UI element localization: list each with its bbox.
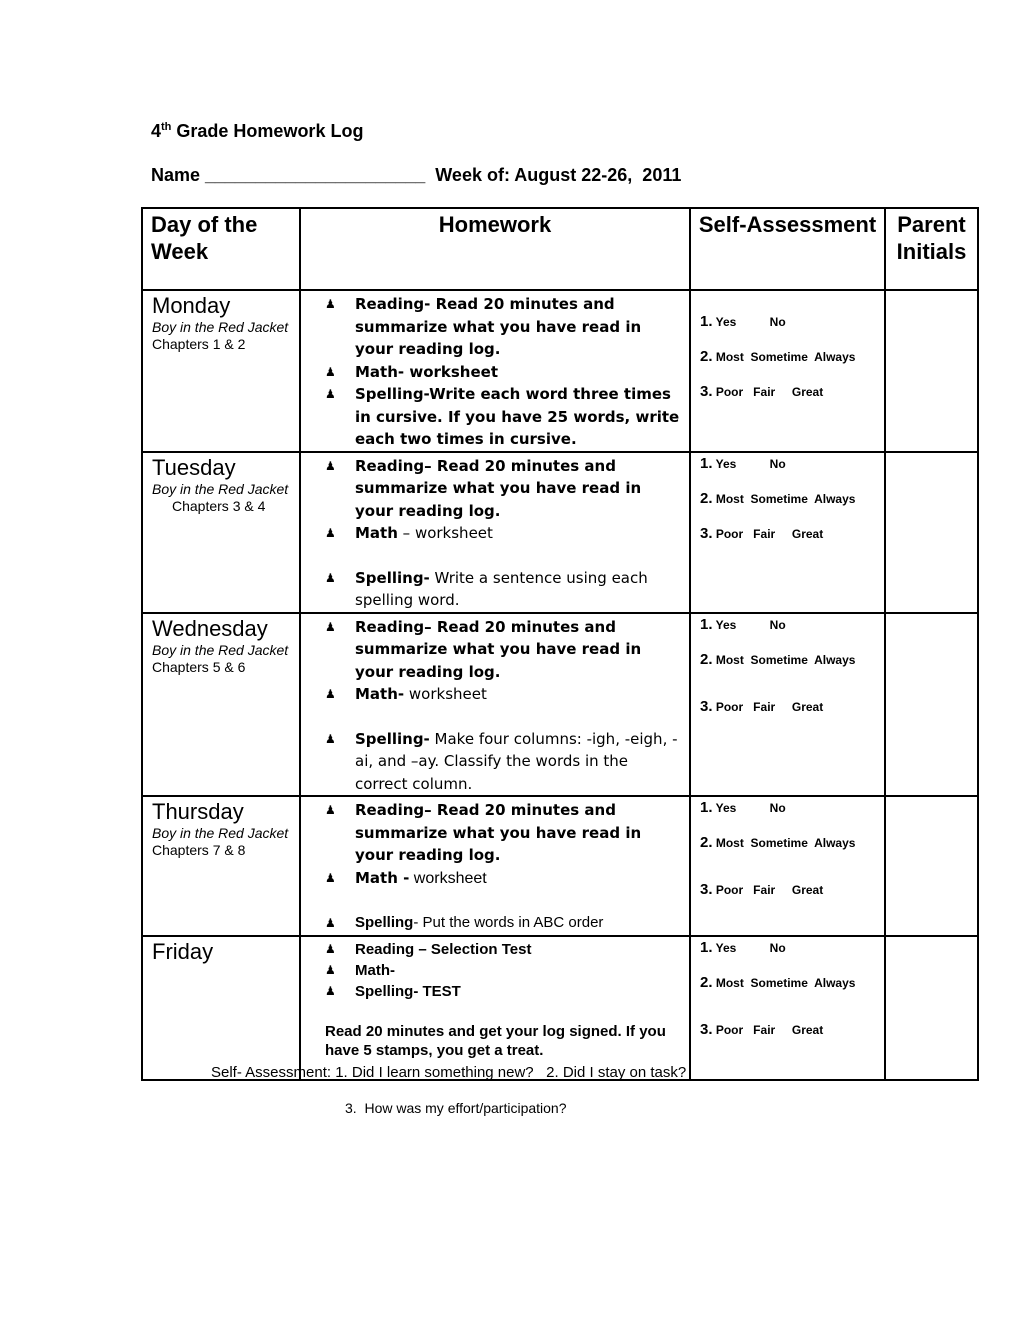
bullet-icon: ♟ (325, 941, 336, 956)
sa-line-1: 1. Yes No (700, 799, 786, 816)
chapters: Chapters 3 & 4 (172, 497, 266, 514)
name-week-line: Name ______________________ Week of: August 22-26, 2011 (151, 165, 682, 185)
parent-initials-cell[interactable] (885, 796, 978, 936)
sa-line-3: 3. Poor Fair Great (700, 383, 824, 400)
homework-cell (300, 290, 690, 452)
day-name: Thursday (152, 799, 244, 824)
sa-line-2: 2. Most Sometime Always (700, 348, 856, 365)
list-item: ♟ Math - worksheet (355, 867, 683, 891)
sa-line-1: 1. Yes No (700, 938, 786, 956)
day-cell (142, 452, 300, 613)
table-row (142, 613, 978, 797)
book-title: Boy in the Red Jacket (152, 825, 289, 841)
bullet-icon: ♟ (325, 962, 336, 977)
day-name: Wednesday (152, 615, 268, 641)
homework-cell (300, 796, 690, 936)
sa-line-2: 2. Most Sometime Always (700, 650, 856, 668)
homework-cell (300, 613, 690, 797)
footer-line-1: Self- Assessment: 1. Did I learn something new? 2. Did I stay on task? (211, 1064, 687, 1081)
sa-line-3: 3. Poor Fair Great (700, 881, 824, 898)
parent-initials-cell[interactable] (885, 290, 978, 452)
list-item: ♟ Spelling- Write a sentence using each spelling word. (325, 568, 648, 609)
chapters: Chapters 5 & 6 (152, 658, 246, 675)
header-homework: Homework (300, 208, 690, 290)
day-name: Friday (152, 938, 214, 964)
header-self-assessment: Self-Assessment (690, 208, 885, 290)
homework-cell (300, 452, 690, 613)
homework-cell (300, 936, 690, 1080)
parent-initials-cell[interactable] (885, 936, 978, 1080)
self-assessment-cell (690, 290, 885, 452)
day-name: Monday (152, 293, 231, 318)
homework-log-table (141, 207, 979, 1081)
bullet-icon: ♟ (325, 297, 336, 311)
list-item: ♟ Math- worksheet (355, 361, 683, 384)
bullet-icon: ♟ (325, 458, 336, 473)
self-assessment-cell (690, 936, 885, 1080)
parent-initials-cell[interactable] (885, 452, 978, 613)
bullet-icon: ♟ (325, 731, 336, 746)
bullet-icon: ♟ (325, 803, 336, 817)
sa-line-3: 3. Poor Fair Great (700, 524, 824, 542)
list-item: ♟ Math- (325, 961, 395, 979)
sa-line-3: 3. Poor Fair Great (700, 697, 824, 715)
chapters: Chapters 1 & 2 (152, 336, 246, 352)
bullet-icon: ♟ (325, 364, 336, 379)
sa-line-1: 1. Yes No (700, 454, 786, 472)
list-item: ♟ Spelling- Put the words in ABC order (355, 912, 683, 935)
page-title: 4th Grade Homework Log (151, 121, 364, 141)
bullet-icon: ♟ (325, 983, 336, 998)
sa-line-2: 2. Most Sometime Always (700, 973, 856, 991)
day-cell (142, 796, 300, 936)
list-item: ♟ Math- worksheet (355, 683, 683, 706)
table-row (142, 796, 978, 936)
header-day: Day of the Week (142, 208, 300, 290)
sa-line-2: 2. Most Sometime Always (700, 834, 856, 851)
list-item: ♟ Reading – Selection Test (325, 940, 532, 958)
day-cell (142, 290, 300, 452)
day-name: Tuesday (152, 454, 236, 480)
list-item: ♟ Reading- Read 20 minutes and summarize what you have read in your reading log. (325, 295, 642, 358)
parent-initials-cell[interactable] (885, 613, 978, 797)
bullet-icon: ♟ (325, 619, 336, 634)
list-item: ♟ Spelling-Write each word three times in cursive. If you have 25 words, write each two times in cursive. (325, 385, 680, 448)
friday-note: Read 20 minutes and get your log signed. If you have 5 stamps, you get a treat. (325, 1022, 666, 1059)
self-assessment-cell (690, 796, 885, 936)
list-item: ♟ Math – worksheet (355, 522, 683, 545)
list-item: ♟ Reading– Read 20 minutes and summarize what you have read in your reading log. (325, 456, 642, 520)
table-row (142, 936, 978, 1080)
footer-line-2: 3. How was my effort/participation? (345, 1100, 567, 1116)
book-title: Boy in the Red Jacket (152, 480, 289, 497)
header-parent-initials: Parent Initials (885, 208, 978, 290)
self-assessment-cell (690, 613, 885, 797)
bullet-icon: ♟ (325, 687, 336, 701)
table-row (142, 290, 978, 452)
sa-line-1: 1. Yes No (700, 615, 786, 633)
sa-line-1: 1. Yes No (700, 313, 786, 330)
list-item: ♟ Spelling- TEST (325, 982, 461, 1000)
sa-line-2: 2. Most Sometime Always (700, 489, 856, 507)
bullet-icon: ♟ (325, 526, 336, 540)
bullet-icon: ♟ (325, 387, 336, 401)
chapters: Chapters 7 & 8 (152, 842, 246, 858)
day-cell (142, 936, 300, 1080)
table-row (142, 452, 978, 613)
bullet-icon: ♟ (325, 570, 336, 585)
book-title: Boy in the Red Jacket (152, 641, 289, 658)
list-item: ♟ Reading– Read 20 minutes and summarize what you have read in your reading log. (325, 617, 642, 681)
bullet-icon: ♟ (325, 870, 336, 885)
sa-line-3: 3. Poor Fair Great (700, 1020, 824, 1038)
day-cell (142, 613, 300, 797)
list-item: ♟ Spelling- Make four columns: -igh, -eigh, -ai, and –ay. Classify the words in the correct column. (325, 729, 678, 793)
table-header-row (142, 208, 978, 290)
book-title: Boy in the Red Jacket (152, 319, 289, 335)
list-item: ♟ Reading– Read 20 minutes and summarize what you have read in your reading log. (325, 801, 642, 864)
self-assessment-cell (690, 452, 885, 613)
bullet-icon: ♟ (325, 916, 336, 930)
